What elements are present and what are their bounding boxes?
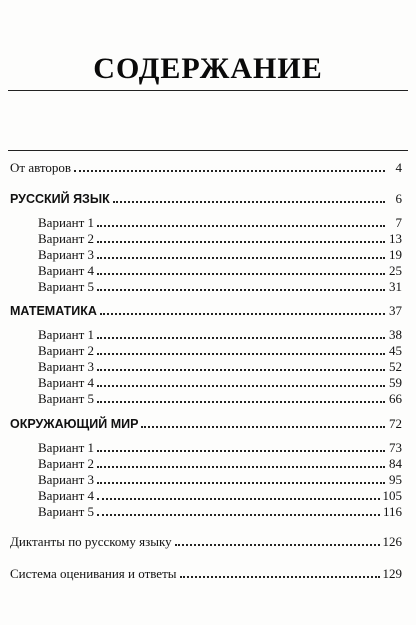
toc-page-number: 129 xyxy=(382,566,402,581)
toc-page-number: 66 xyxy=(389,391,402,406)
toc-label: Вариант 3 xyxy=(38,472,95,487)
toc-label: Вариант 5 xyxy=(38,279,95,294)
toc-page-number: 6 xyxy=(395,191,402,206)
toc-section-world xyxy=(0,414,416,432)
toc-label: Вариант 5 xyxy=(38,391,95,406)
toc-leader xyxy=(97,482,385,484)
toc-subentry xyxy=(0,389,416,407)
toc-page-number: 4 xyxy=(395,160,402,175)
toc-leader xyxy=(97,498,379,500)
toc-page-number: 19 xyxy=(389,247,402,262)
title-rule-top xyxy=(8,90,408,91)
toc-label: РУССКИЙ ЯЗЫК xyxy=(10,192,110,206)
toc-entry-authors xyxy=(0,158,416,176)
toc-section-russian xyxy=(0,189,416,207)
toc-page-number: 45 xyxy=(389,343,402,358)
toc-leader xyxy=(97,401,385,403)
toc-label: Вариант 4 xyxy=(38,263,95,278)
toc-page-number: 38 xyxy=(389,327,402,342)
toc-leader xyxy=(100,313,385,315)
toc-leader xyxy=(175,544,380,546)
toc-label: Вариант 4 xyxy=(38,375,95,390)
toc-leader xyxy=(97,225,385,227)
toc-leader xyxy=(97,450,385,452)
toc-label: Вариант 5 xyxy=(38,504,95,519)
toc-page-number: 116 xyxy=(382,504,402,519)
toc-page-number: 95 xyxy=(389,472,402,487)
toc-page-number: 37 xyxy=(389,303,402,318)
toc-leader xyxy=(74,170,385,172)
toc-page-number: 52 xyxy=(389,359,402,374)
toc-entry-dictations xyxy=(0,532,416,550)
toc-label: Вариант 3 xyxy=(38,359,95,374)
toc-leader xyxy=(97,385,385,387)
toc-subentry xyxy=(0,277,416,295)
toc-label: Вариант 1 xyxy=(38,440,95,455)
toc-label: Вариант 2 xyxy=(38,231,95,246)
toc-page-number: 59 xyxy=(389,375,402,390)
toc-page-number: 105 xyxy=(382,488,402,503)
toc-label: Диктанты по русскому языку xyxy=(10,534,172,549)
toc-leader xyxy=(97,241,385,243)
toc-label: Вариант 1 xyxy=(38,215,95,230)
toc-page-number: 72 xyxy=(389,416,402,431)
toc-label: ОКРУЖАЮЩИЙ МИР xyxy=(10,417,139,431)
toc-label: От авторов xyxy=(10,160,72,175)
toc-page-number: 84 xyxy=(389,456,402,471)
page-title: СОДЕРЖАНИЕ xyxy=(93,52,323,85)
toc-leader xyxy=(97,337,385,339)
toc-leader xyxy=(97,289,385,291)
toc-leader xyxy=(141,426,385,428)
title-rule-bottom xyxy=(8,150,408,151)
toc-entry-grading xyxy=(0,564,416,582)
toc-page-number: 13 xyxy=(389,231,402,246)
toc-leader xyxy=(97,369,385,371)
toc-leader xyxy=(97,514,380,516)
toc-page-number: 73 xyxy=(389,440,402,455)
toc-label: Вариант 2 xyxy=(38,456,95,471)
toc-page-number: 25 xyxy=(389,263,402,278)
toc-leader xyxy=(97,466,385,468)
toc-leader xyxy=(97,257,385,259)
toc-label: Вариант 4 xyxy=(38,488,95,503)
toc-section-math xyxy=(0,301,416,319)
toc-leader xyxy=(97,353,385,355)
toc-page-number: 7 xyxy=(395,215,402,230)
toc-label: Вариант 3 xyxy=(38,247,95,262)
toc-label: МАТЕМАТИКА xyxy=(10,304,97,318)
toc-leader xyxy=(113,201,385,203)
toc-leader xyxy=(180,576,380,578)
toc-label: Система оценивания и ответы xyxy=(10,566,177,581)
toc-subentry xyxy=(0,502,416,520)
toc-label: Вариант 2 xyxy=(38,343,95,358)
toc-page-number: 31 xyxy=(389,279,402,294)
toc-leader xyxy=(97,273,385,275)
toc-label: Вариант 1 xyxy=(38,327,95,342)
toc-page-number: 126 xyxy=(382,534,402,549)
